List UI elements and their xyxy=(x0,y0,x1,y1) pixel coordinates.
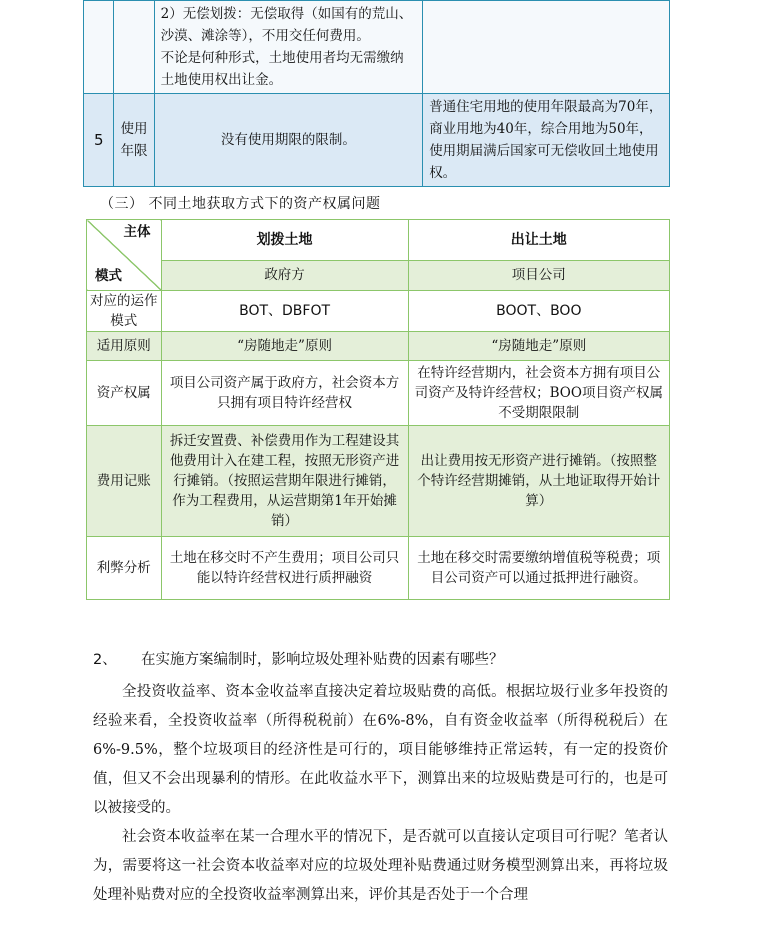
section-title: （三） 不同土地获取方式下的资产权属问题 xyxy=(100,196,381,212)
row-label: 利弊分析 xyxy=(87,537,162,600)
table-cell: 土地在移交时需要缴纳增值税等税费；项目公司资产可以通过抵押进行融资。 xyxy=(408,537,669,600)
table-cell xyxy=(423,1,670,94)
table-cell: 拆迁安置费、补偿费用作为工程建设其他费用计入在建工程，按照无形资产进行摊销。（按照运营期年限进行摊销，作为工程费用，从运营期第1年开始摊销） xyxy=(161,426,408,537)
subheader-transfer: 项目公司 xyxy=(408,260,669,290)
table-cell: 在特许经营期内，社会资本方拥有项目公司资产及特许经营权；BOO项目资产权属不受期限限制 xyxy=(408,361,669,426)
table-row xyxy=(87,361,670,426)
table-header-row xyxy=(87,220,670,261)
table-cell: “房随地走”原则 xyxy=(408,332,669,361)
question-number: 2、 xyxy=(93,652,117,668)
table-cell: BOT、DBFOT xyxy=(161,291,408,332)
table-cell: BOOT、BOO xyxy=(408,291,669,332)
table-row xyxy=(87,291,670,332)
diagonal-header-cell xyxy=(87,220,162,291)
allocation-method-text: 2）无偿划拨：无偿取得（如国有的荒山、沙漠、滩涂等），不用交任何费用。 xyxy=(160,6,413,44)
allocation-cell: 没有使用期限的限制。 xyxy=(154,94,423,187)
table-row xyxy=(87,426,670,537)
table-cell: “房随地走”原则 xyxy=(161,332,408,361)
column-header-allocation: 划拨土地 xyxy=(161,220,408,261)
subheader-allocation: 政府方 xyxy=(161,260,408,290)
table-cell: 出让费用按无形资产进行摊销。（按照整个特许经营期摊销，从土地证取得开始计算） xyxy=(408,426,669,537)
land-acquisition-table xyxy=(83,0,670,187)
question-heading xyxy=(93,648,504,669)
row-label: 对应的运作模式 xyxy=(87,291,162,332)
transfer-cell: 普通住宅用地的使用年限最高为70年，商业用地为40年，综合用地为50年，使用期届满后国家可无偿收回土地使用权。 xyxy=(423,94,670,187)
table-row xyxy=(84,1,670,94)
table-cell xyxy=(114,1,154,94)
paragraph: 社会资本收益率在某一合理水平的情况下，是否就可以直接认定项目可行呢？笔者认为，需要将这一社会资本收益率对应的垃圾处理补贴费通过财务模型测算出来，再将垃圾处理补贴费对应的全投资收益率测算出来，评价其是否处于一个合理 xyxy=(93,829,668,903)
table-cell xyxy=(154,1,423,94)
table-row xyxy=(87,537,670,600)
question-text: 在实施方案编制时，影响垃圾处理补贴费的因素有哪些？ xyxy=(141,652,504,668)
row-label: 使用年限 xyxy=(114,94,154,187)
corner-label-mode: 模式 xyxy=(95,268,122,284)
table-row xyxy=(87,332,670,361)
table-cell: 土地在移交时不产生费用；项目公司只能以特许经营权进行质押融资 xyxy=(161,537,408,600)
row-number: 5 xyxy=(84,94,114,187)
body-paragraphs xyxy=(93,678,668,910)
row-label: 费用记账 xyxy=(87,426,162,537)
corner-label-subject: 主体 xyxy=(123,224,151,240)
row-label: 适用原则 xyxy=(87,332,162,361)
table-cell: 项目公司资产属于政府方，社会资本方只拥有项目特许经营权 xyxy=(161,361,408,426)
asset-ownership-table xyxy=(86,219,670,600)
table-row xyxy=(84,94,670,187)
paragraph: 全投资收益率、资本金收益率直接决定着垃圾贴费的高低。根据垃圾行业多年投资的经验来看，全投资收益率（所得税税前）在6%-8%，自有资金收益率（所得税税后）在6%-9.5%，整个垃圾项目的经济性是可行的，项目能够维持正常运转，有一定的投资价值，但又不会出现暴利的情形。在此收益水平下，测算出来的垃圾贴费是可行的，也是可以被接受的。 xyxy=(93,684,668,816)
table-subheader-row xyxy=(87,260,670,290)
row-label: 资产权属 xyxy=(87,361,162,426)
allocation-method-note: 不论是何种形式，土地使用者均无需缴纳土地使用权出让金。 xyxy=(160,50,404,88)
table-cell xyxy=(84,1,114,94)
column-header-transfer: 出让土地 xyxy=(408,220,669,261)
